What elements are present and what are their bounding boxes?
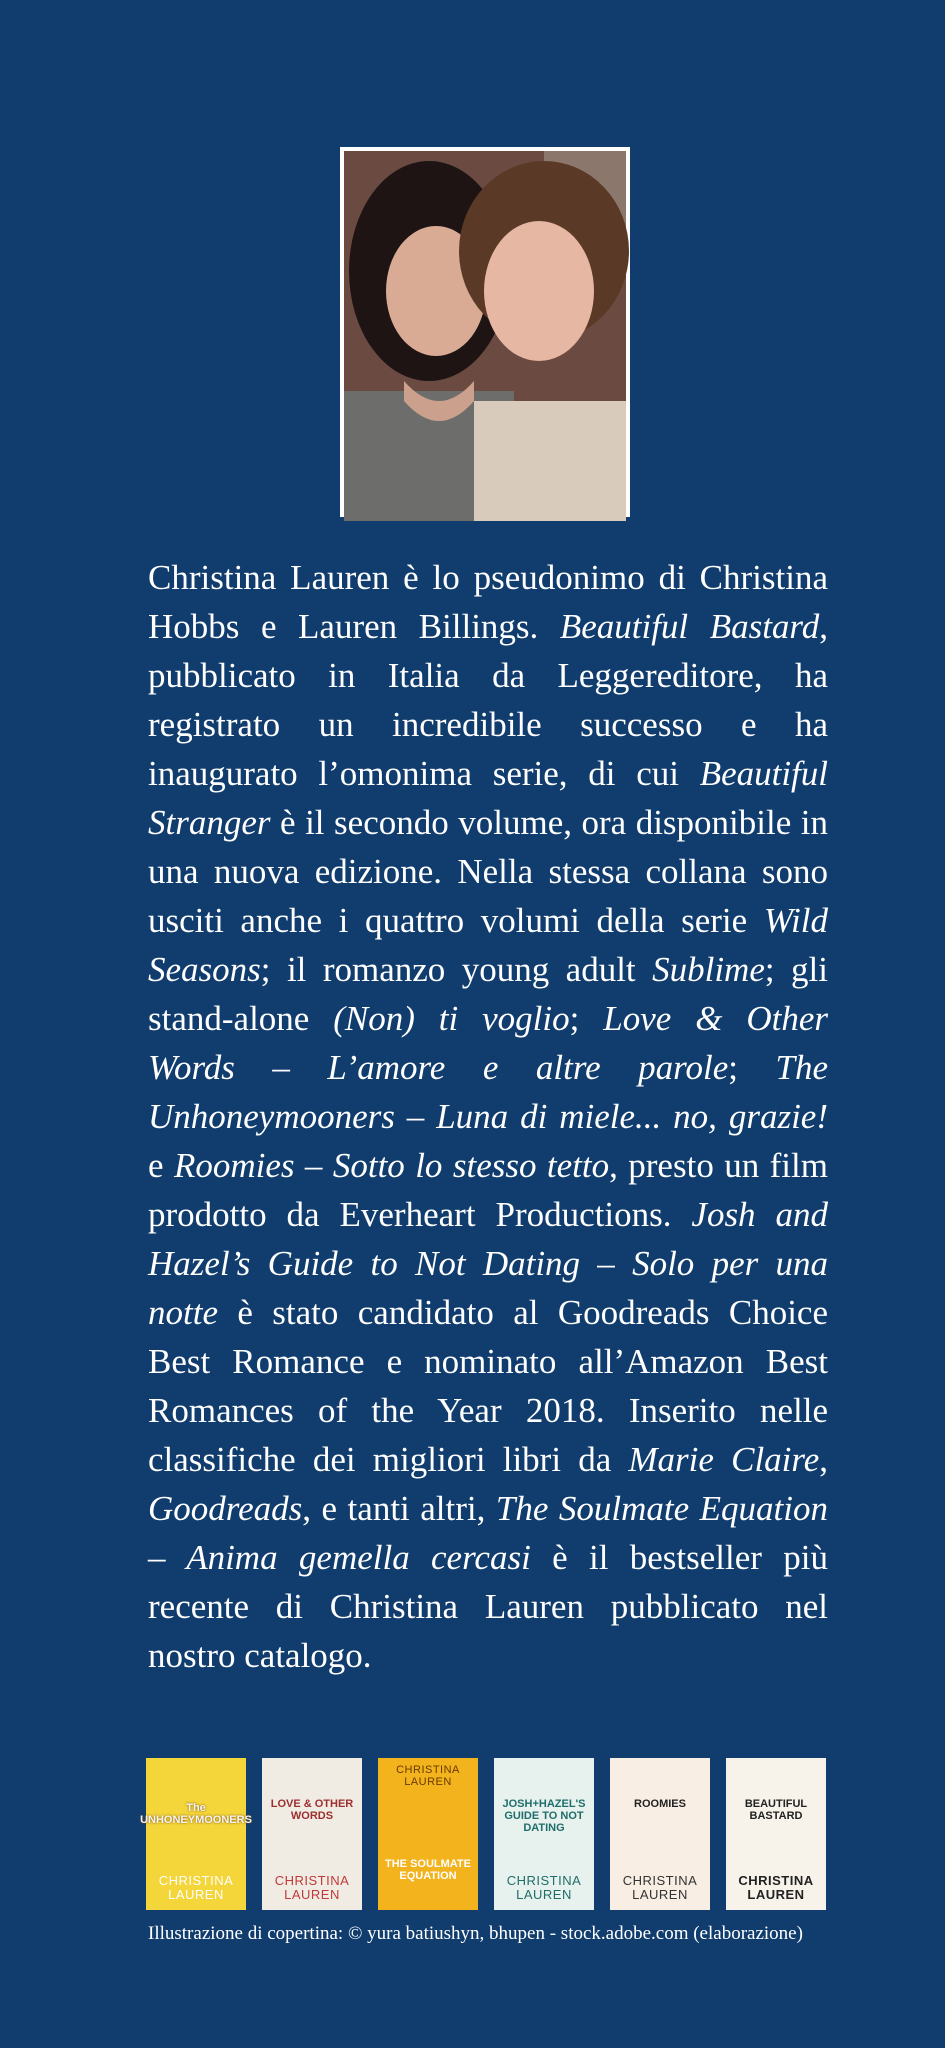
book-cover [610, 1758, 710, 1910]
book-cover-author: CHRISTINA LAUREN [274, 1873, 350, 1902]
bio-text-segment: ; gli stand-alone [148, 950, 828, 1038]
bio-book-title: Beautiful Stranger [148, 754, 828, 842]
bio-book-title: Love & Other Words – L’amore e altre parole [148, 999, 829, 1087]
bio-text-segment: è il secondo volume, ora disponibile in una nuova edizione. Nella stessa collana sono usciti anche i quattro volumi della serie [148, 803, 828, 940]
bio-book-title: Goodreads [148, 1489, 303, 1528]
bio-text-segment: , pubblicato in Italia da Leggereditore, ha registrato un incredibile successo e ha inaugurato l’omonima serie, di cui [148, 607, 828, 793]
book-cover [494, 1758, 594, 1910]
book-cover [726, 1758, 826, 1910]
book-cover [378, 1758, 478, 1910]
book-cover-author: CHRISTINA LAUREN [622, 1873, 698, 1902]
book-cover [262, 1758, 362, 1910]
book-cover-title: JOSH+HAZEL'S GUIDE TO NOT DATING [502, 1798, 586, 1834]
bio-book-title: The Soulmate Equation – Anima gemella cercasi [148, 1489, 828, 1577]
bio-text-segment: è stato candidato al Goodreads Choice Best Romance e nominato all’Amazon Best Romances of the Year 2018. Inserito nelle classifiche dei migliori libri da [148, 1293, 828, 1479]
author-bio [148, 553, 828, 1680]
bio-text-segment: ; [569, 999, 604, 1038]
author-bio-text [148, 553, 828, 1680]
author-photo-frame [340, 147, 630, 517]
bio-text-segment: , e tanti altri, [302, 1489, 496, 1528]
bio-text-segment: è il bestseller più recente di Christina Lauren pubblicato nel nostro catalogo. [148, 1538, 828, 1675]
bio-text-segment: Christina Lauren è lo pseudonimo di Christina Hobbs e Lauren Billings. [148, 558, 828, 646]
author-photo-illustration [344, 151, 626, 513]
bio-text-segment: e [148, 1146, 174, 1185]
bio-text-segment: , presto un film prodotto da Everheart Productions. [148, 1146, 828, 1234]
bio-book-title: Beautiful Bastard [559, 607, 820, 646]
book-cover-title: The UNHONEYMOONERS [140, 1802, 252, 1826]
cover-illustration-credit: Illustrazione di copertina: © yura batiushyn, bhupen - stock.adobe.com (elaborazione) [148, 1923, 803, 1944]
bio-text-segment: ; il romanzo young adult [260, 950, 653, 989]
bio-book-title: The Unhoneymooners – Luna di miele... no, grazie! [148, 1048, 828, 1136]
bio-book-title: Wild Seasons [148, 901, 828, 989]
book-covers-row [140, 1758, 828, 1910]
book-cover-author: CHRISTINA LAUREN [738, 1873, 814, 1902]
author-photo [344, 151, 626, 513]
book-cover-author: CHRISTINA LAUREN [158, 1873, 234, 1902]
book-cover-author: CHRISTINA LAUREN [506, 1873, 582, 1902]
book-cover-title: LOVE & OTHER WORDS [270, 1798, 354, 1822]
book-cover [140, 1758, 252, 1910]
book-cover-title: THE SOULMATE EQUATION [385, 1858, 471, 1882]
bio-text-segment: , [819, 1440, 828, 1479]
bio-text-segment: ; [728, 1048, 776, 1087]
bio-book-title: Josh and Hazel’s Guide to Not Dating – Solo per una notte [148, 1195, 829, 1332]
bio-book-title: Sublime [652, 950, 765, 989]
book-cover-title: BEAUTIFUL BASTARD [744, 1798, 808, 1822]
book-cover-author: CHRISTINA LAUREN [396, 1764, 460, 1788]
book-cover-title: ROOMIES [634, 1798, 686, 1810]
bio-book-title: (Non) ti voglio [333, 999, 570, 1038]
bio-book-title: Roomies – Sotto lo stesso tetto [173, 1146, 610, 1185]
bio-book-title: Marie Claire [628, 1440, 820, 1479]
